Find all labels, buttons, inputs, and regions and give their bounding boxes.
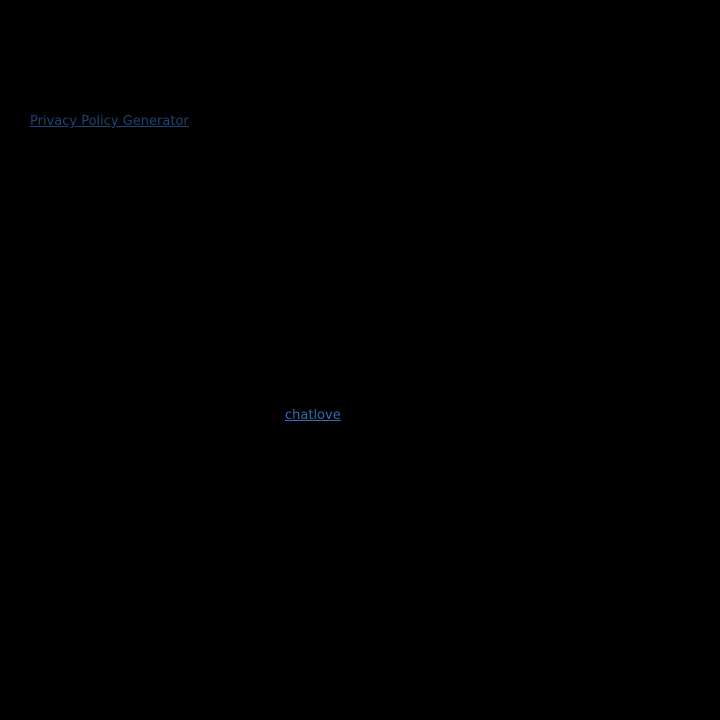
privacy-policy-generator-link[interactable]: Privacy Policy Generator <box>30 114 189 129</box>
chatlove-link[interactable]: chatlove <box>285 408 341 423</box>
